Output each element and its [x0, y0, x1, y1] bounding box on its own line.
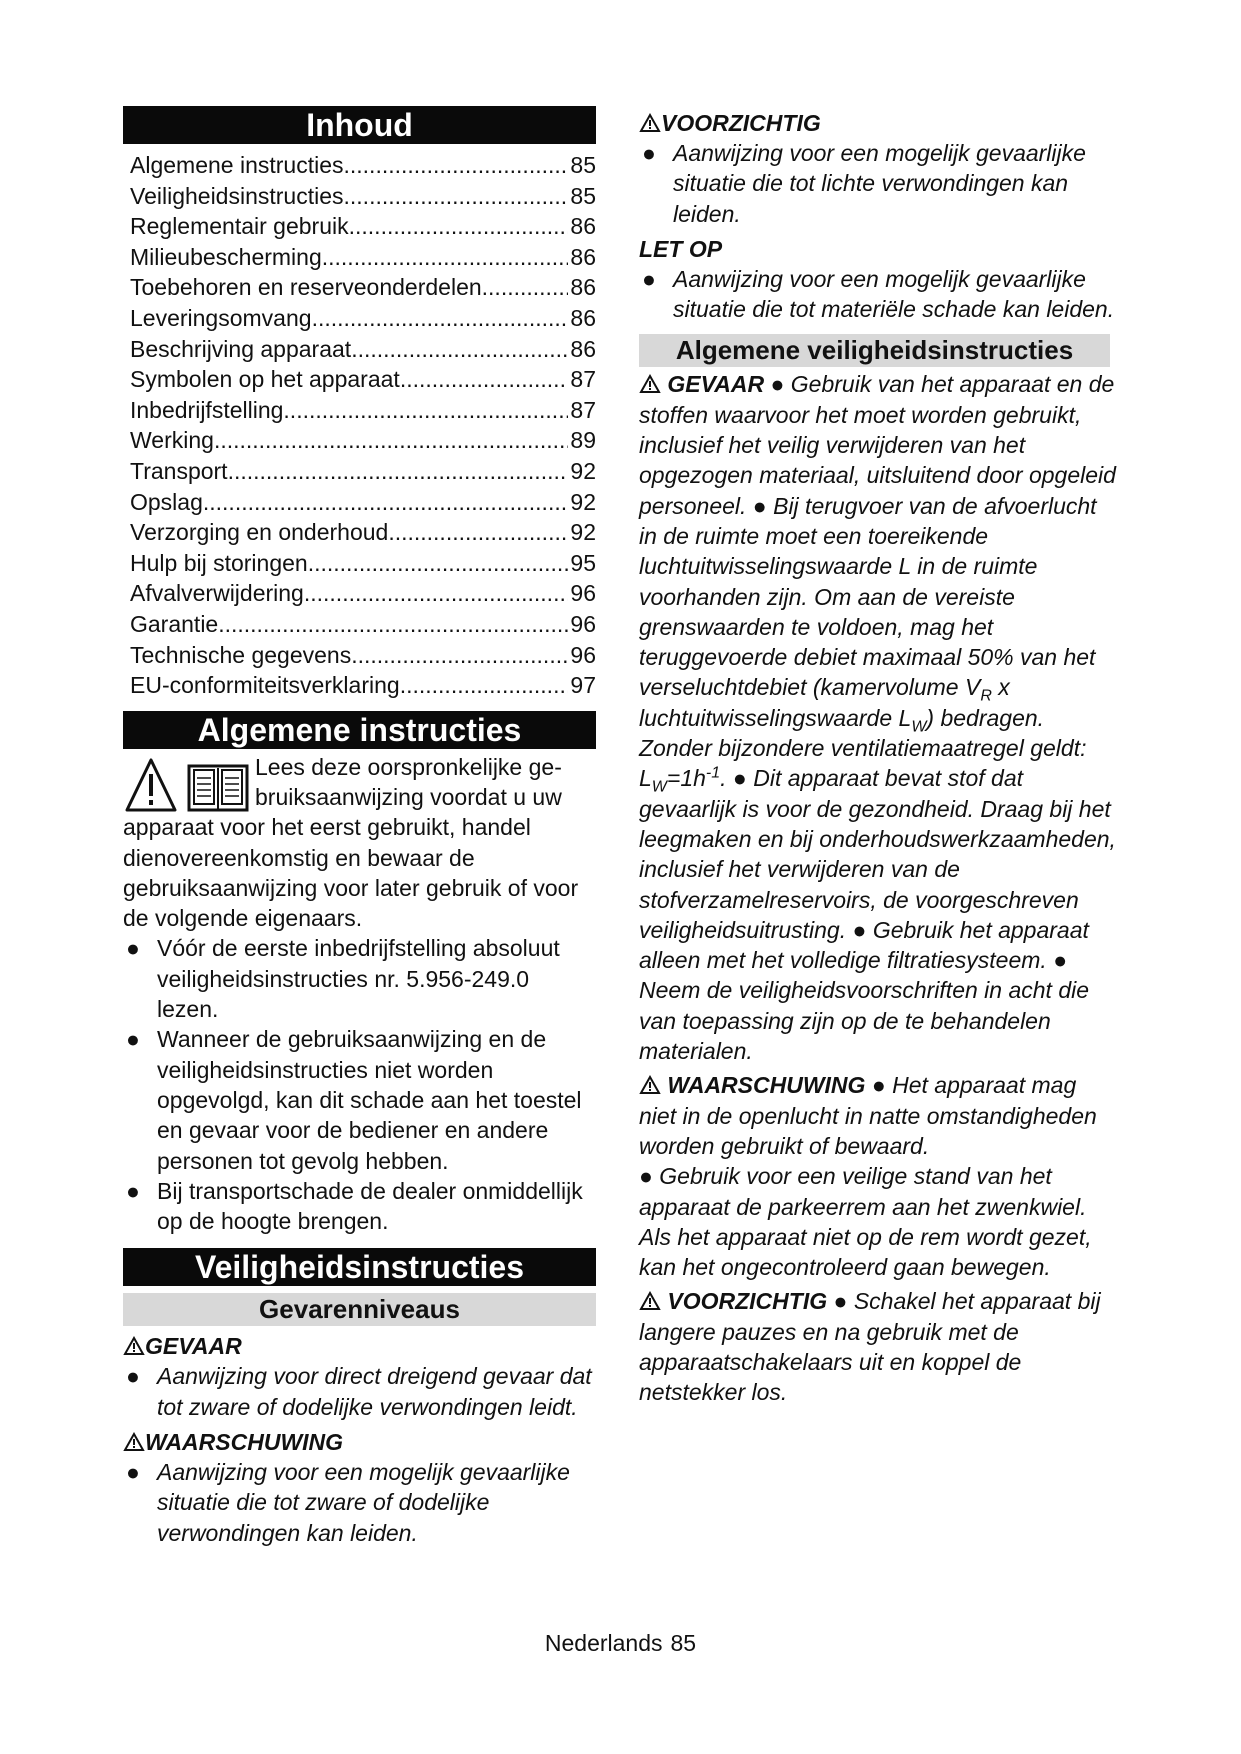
- intro-line-2: bruiksaanwijzing voordat u uw: [255, 783, 562, 810]
- toc-entry[interactable]: Technische gegevens ..... 96: [130, 640, 596, 671]
- hazard-label-notice: LET OP: [639, 235, 723, 262]
- hazard-text-caution: ● Aanwijzing voor een mogelijk gevaarlijke situatie die tot lichte verwondingen kan leiden.: [642, 140, 1086, 227]
- toc-entry[interactable]: Verzorging en onderhoud ..... 92: [130, 517, 596, 548]
- section-heading-safety: Veiligheidsinstructies: [123, 1248, 596, 1286]
- general-bullet-list: [123, 933, 596, 1236]
- right-column: [639, 108, 1117, 1408]
- warning-manual-icon: [123, 756, 255, 816]
- danger-label: GEVAAR: [667, 371, 765, 398]
- list-item: ● Vóór de eerste inbedrijfstelling absoluut veiligheidsinstructies nr. 5.956-249.0 lezen.: [126, 935, 560, 1023]
- hazard-text-danger: ● Aanwijzing voor direct dreigend gevaar dat tot zware of dodelijke verwondingen leidt.: [126, 1363, 592, 1420]
- warning-triangle-icon: [639, 1075, 661, 1095]
- toc-entry[interactable]: Opslag ..... 92: [130, 487, 596, 518]
- hazard-text-warning: ● Aanwijzing voor een mogelijk gevaarlijke situatie die tot zware of dodelijke verwondingen kan leiden.: [126, 1459, 570, 1546]
- toc-entry[interactable]: Leveringsomvang ..... 86: [130, 303, 596, 334]
- toc-entry[interactable]: Werking ..... 89: [130, 425, 596, 456]
- warning-triangle-icon: [123, 1336, 145, 1356]
- left-column: [123, 106, 596, 1548]
- hazard-label-danger: GEVAAR: [123, 1331, 596, 1361]
- general-safety-text: GEVAAR ● Gebruik van het apparaat en de stoffen waarvoor het moet worden gebruikt, inclusief het veilig verwijderen van het opgezogen materiaal, uitsluitend door opgeleid personeel. ● Bij terugvoer van de afvoerlucht in de ruimte moet een toereikende luchtuitwisselingswaarde L in de ruimte voorhanden zijn. Om aan de vereiste grenswaarden te voldoen, mag het teruggevoerde debiet maximaal 50% van het verseluchtdebiet (kamervolume $V_R$ x luchtuitwisselingswaarde $L_W$) bedragen. Zonder bijzondere ventilatiemaatregel geldt: $L_W=1h^{-1}$. ● Dit apparaat bevat stof dat gevaarlijk is voor de gezondheid. Draag bij het leegmaken en bij onderhoudswerkzaamheden, inclusief het verwijderen van de stofverzamelreservoirs, de voorgeschreven veiligheidsuitrusting. ● Gebruik het apparaat alleen met het volledige filtratiesysteem. ● Neem de veiligheidsvoorschriften in acht die van toepassing zijn op de te behandelen materialen.: [639, 371, 1116, 1065]
- table-of-contents: [130, 150, 596, 701]
- toc-heading: Inhoud: [123, 106, 596, 144]
- warning-triangle-icon: [123, 1432, 145, 1452]
- toc-entry[interactable]: Algemene instructies ..... 85: [130, 150, 596, 181]
- subheading-general-safety: Algemene veiligheidsinstructies: [639, 334, 1110, 367]
- warning-triangle-icon: [639, 113, 661, 133]
- caution-label: VOORZICHTIG: [667, 1288, 828, 1315]
- toc-entry[interactable]: Inbedrijfstelling ..... 87: [130, 395, 596, 426]
- warning-label: WAARSCHUWING: [667, 1072, 866, 1099]
- list-item: ● Wanneer de gebruiksaanwijzing en de veiligheidsinstructies niet worden opgevolgd, kan dit schade aan het toestel en gevaar voor de bediener en andere personen tot gevolg hebben.: [126, 1026, 582, 1174]
- toc-entry[interactable]: Milieubescherming ..... 86: [130, 242, 596, 273]
- toc-entry[interactable]: Veiligheidsinstructies ..... 85: [130, 181, 596, 212]
- toc-entry[interactable]: Transport ..... 92: [130, 456, 596, 487]
- toc-entry[interactable]: Toebehoren en reserveonderdelen ..... 86: [130, 272, 596, 303]
- section-heading-general: Algemene instructies: [123, 711, 596, 749]
- hazard-text-notice: ● Aanwijzing voor een mogelijk gevaarlijke situatie die tot materiële schade kan leiden.: [642, 265, 1115, 323]
- toc-entry[interactable]: Beschrijving apparaat ..... 86: [130, 334, 596, 365]
- toc-entry[interactable]: Reglementair gebruik ..... 86: [130, 211, 596, 242]
- intro-line-1: Lees deze oorspronkelijke ge-: [255, 753, 562, 780]
- intro-text: apparaat voor het eerst gebruikt, handel dienovereenkomstig en bewaar de gebruiksaanwijzing voor later gebruik of voor de volgende eigenaars.: [123, 814, 579, 932]
- page-footer: [0, 1630, 1241, 1657]
- toc-entry[interactable]: Garantie ..... 96: [130, 609, 596, 640]
- footer-language: Nederlands: [544, 1630, 663, 1656]
- hazard-label-caution: VOORZICHTIG: [639, 108, 1117, 138]
- warning-paragraph: WAARSCHUWING ● Het apparaat mag niet in de openlucht in natte omstandigheden worden gebruikt of bewaard. ● Gebruik voor een veilige stand van het apparaat de parkeerrem aan het zwenkwiel. Als het apparaat niet op de rem wordt gezet, kan het ongecontroleerd gaan bewegen.: [639, 1072, 1097, 1281]
- caution-paragraph: VOORZICHTIG ● Schakel het apparaat bij langere pauzes en na gebruik met de apparaatschakelaars uit en koppel de netstekker los.: [639, 1288, 1101, 1406]
- toc-entry[interactable]: Afvalverwijdering ..... 96: [130, 578, 596, 609]
- list-item: ● Bij transportschade de dealer onmiddellijk op de hoogte brengen.: [126, 1177, 583, 1235]
- warning-triangle-icon: [639, 1291, 661, 1311]
- subheading-hazard-levels: Gevarenniveaus: [123, 1293, 596, 1326]
- toc-entry[interactable]: Hulp bij storingen ..... 95: [130, 548, 596, 579]
- intro-block: [123, 752, 596, 934]
- toc-entry[interactable]: Symbolen op het apparaat ..... 87: [130, 364, 596, 395]
- page-number: 85: [670, 1630, 697, 1656]
- warning-triangle-icon: [639, 374, 661, 394]
- toc-entry[interactable]: EU-conformiteitsverklaring ..... 97: [130, 670, 596, 701]
- hazard-label-warning: WAARSCHUWING: [123, 1427, 596, 1457]
